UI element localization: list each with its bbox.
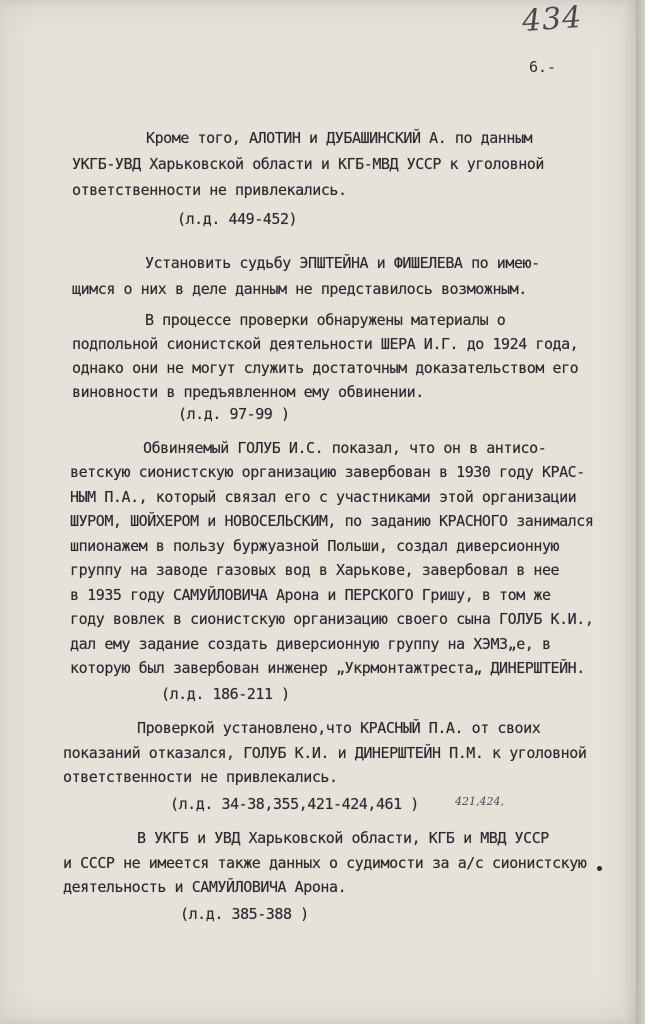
- reference-line: (л.д. 449-452): [177, 210, 298, 228]
- page-edge: [636, 0, 645, 1024]
- text-line: ветскую сионистскую организацию завербован в 1930 году КРАС-: [70, 463, 585, 481]
- page-number: 6.-: [529, 58, 557, 76]
- text-line: щимся о них в деле данным не представилось возможным.: [72, 280, 527, 298]
- text-line: Обвиняемый ГОЛУБ И.С. показал, что он в антисо-: [143, 439, 547, 457]
- text-line: дал ему задание создать диверсионную группу на ХЭМЗ„е, в: [70, 635, 551, 653]
- text-line: виновности в предъявленном ему обвинении.: [72, 383, 424, 401]
- text-line: Кроме того, АЛОТИН и ДУБАШИНСКИЙ А. по данным: [146, 129, 533, 147]
- text-line: подпольной сионистской деятельности ШЕРА И.Г. до 1924 года,: [72, 335, 579, 353]
- text-line: показаний отказался, ГОЛУБ К.И. и ДИНЕРШТЕЙН П.М. к уголовной: [63, 744, 587, 762]
- folio-number: 434: [520, 0, 584, 40]
- text-line: Установить судьбу ЭПШТЕЙНА и ФИШЕЛЕВА по имею-: [145, 254, 540, 272]
- text-line: Проверкой установлено,что КРАСНЫЙ П.А. от своих: [137, 719, 541, 737]
- text-line: группу на заводе газовых вод в Харькове, завербовал в нее: [70, 561, 560, 579]
- text-line: ответственности не привлекались.: [63, 768, 338, 786]
- reference-line: (л.д. 34-38,355,421-424,461 ): [170, 795, 419, 813]
- text-line: НЫМ П.А., который связал его с участниками этой организации: [70, 488, 577, 506]
- text-line: ответственности не привлекались.: [72, 181, 347, 199]
- text-line: УКГБ-УВД Харьковской области и КГБ-МВД УССР к уголовной: [72, 155, 544, 173]
- text-line: однако они не могут служить достаточным доказательством его: [72, 359, 579, 377]
- text-line: и СССР не имеется также данных о судимости за а/с сионистскую: [63, 854, 587, 872]
- reference-line: (л.д. 186-211 ): [161, 685, 290, 703]
- ink-mark: [597, 866, 602, 871]
- text-line: году вовлек в сионистскую организацию своего сына ГОЛУБ К.И.,: [70, 610, 594, 628]
- reference-line: (л.д. 385-388 ): [180, 905, 309, 923]
- text-line: ШУРОМ, ШОЙХЕРОМ и НОВОСЕЛЬСКИМ, по заданию КРАСНОГО занимался: [70, 512, 594, 530]
- handwritten-annotation: 421,424,: [455, 795, 504, 808]
- text-line: В УКГБ и УВД Харьковской области, КГБ и МВД УССР: [137, 829, 549, 847]
- text-line: В процессе проверки обнаружены материалы о: [145, 311, 506, 329]
- text-line: деятельность и САМУЙЛОВИЧА Арона.: [63, 878, 347, 896]
- text-line: в 1935 году САМУЙЛОВИЧА Арона и ПЕРСКОГО Гришу, в том же: [70, 586, 551, 604]
- text-line: которую был завербован инженер „Укрмонтажтреста„ ДИНЕРШТЕЙН.: [70, 659, 585, 677]
- text-line: шпионажем в пользу буржуазной Польши, создал диверсионную: [70, 537, 560, 555]
- reference-line: (л.д. 97-99 ): [178, 405, 290, 423]
